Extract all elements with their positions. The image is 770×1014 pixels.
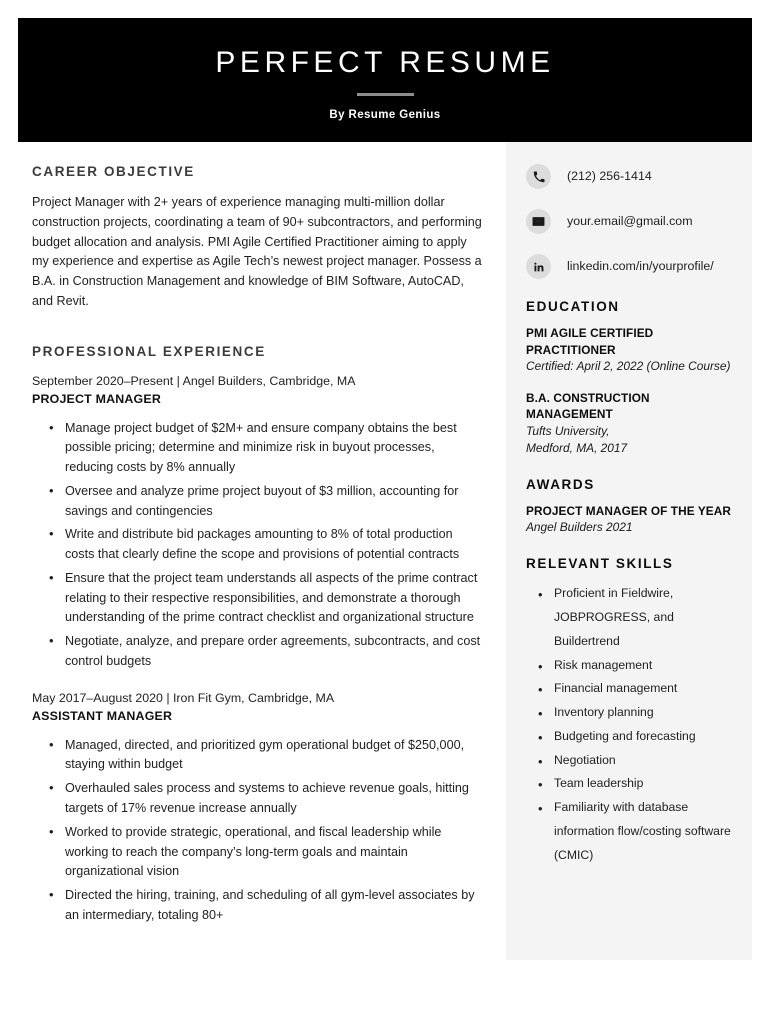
experience-entry — [32, 690, 482, 926]
envelope-icon — [526, 209, 551, 234]
experience-bullet: • Ensure that the project team understands all aspects of the prime contract relating to their respective responsibilities, and demonstrate a thorough understanding of the prime contract checklist and organizational structure — [32, 569, 482, 628]
career-objective-text: Project Manager with 2+ years of experience managing multi-million dollar construction projects, coordinating a team of 90+ subcontractors, and performing budget allocation and analysis. PMI Agile Certified Practitioner aiming to apply my experience and expertise as Agile Tech’s newest project manager. Possess a B.A. in Construction Management and knowledge of BIM Software, AutoCAD, and Revit. — [32, 195, 482, 308]
contact-row-email[interactable] — [526, 209, 736, 234]
experience-bullet: • Oversee and analyze prime project buyout of $3 million, accounting for savings and contingencies — [32, 482, 482, 522]
awards-heading: AWARDS — [526, 476, 595, 492]
experience-bullet: • Write and distribute bid packages amounting to 8% of total production costs that clearly define the scope and provisions of potential contracts — [32, 525, 482, 565]
career-objective-heading: CAREER OBJECTIVE — [32, 164, 195, 179]
experience-bullet-list — [32, 736, 482, 926]
resume-body — [18, 142, 752, 960]
contact-list — [526, 164, 736, 279]
experience-bullet: • Overhauled sales process and systems to achieve revenue goals, hitting targets of 17% revenue increase annually — [32, 779, 482, 819]
phone-icon — [526, 164, 551, 189]
contact-row-phone[interactable] — [526, 164, 736, 189]
linkedin-icon — [526, 254, 551, 279]
header-byline: By Resume Genius — [329, 108, 441, 121]
experience-bullet: • Manage project budget of $2M+ and ensure company obtains the best possible pricing; determine and minimize risk in buyout processes, reducing costs by 8% annually — [32, 419, 482, 478]
experience-entry — [32, 373, 482, 672]
education-title: PMI AGILE CERTIFIED PRACTITIONER — [526, 326, 654, 357]
experience-dates-company: September 2020–Present | Angel Builders, Cambridge, MA — [32, 373, 356, 388]
experience-bullet: • Negotiate, analyze, and prepare order agreements, subcontracts, and cost control budgets — [32, 632, 482, 672]
experience-bullet: • Directed the hiring, training, and scheduling of all gym-level associates by an intermediary, totaling 80+ — [32, 886, 482, 926]
education-title: B.A. CONSTRUCTION MANAGEMENT — [526, 390, 650, 422]
resume-header-band — [18, 18, 752, 142]
skill-item: • Proficient in Fieldwire, JOBPROGRESS, and Buildertrend — [526, 582, 736, 653]
relevant-skills-heading: RELEVANT SKILLS — [526, 556, 674, 572]
education-detail: Certified: April 2, 2022 (Online Course) — [526, 359, 731, 374]
experience-job-title: PROJECT MANAGER — [32, 391, 161, 406]
award-detail: Angel Builders 2021 — [526, 520, 633, 535]
skill-item: • Negotiation — [526, 749, 736, 773]
page-title: PERFECT RESUME — [215, 45, 555, 79]
skill-item: • Budgeting and forecasting — [526, 725, 736, 749]
experience-bullet-list — [32, 419, 482, 672]
main-column — [18, 142, 506, 930]
skills-list — [526, 582, 736, 867]
skill-item: • Team leadership — [526, 772, 736, 796]
phone-value: (212) 256-1414 — [567, 169, 652, 184]
awards-list — [526, 503, 736, 536]
header-divider — [357, 93, 414, 96]
experience-bullet: • Managed, directed, and prioritized gym operational budget of $250,000, staying within budget — [32, 736, 482, 776]
education-list — [526, 325, 736, 457]
education-detail-line2: Medford, MA, 2017 — [526, 440, 628, 455]
experience-dates-company: May 2017–August 2020 | Iron Fit Gym, Cambridge, MA — [32, 690, 335, 705]
education-title-entry — [526, 325, 736, 375]
skill-item: • Familiarity with database information flow/costing software (CMIC) — [526, 796, 736, 867]
experience-job-title: ASSISTANT MANAGER — [32, 708, 173, 723]
skill-item: • Financial management — [526, 677, 736, 701]
professional-experience-heading: PROFESSIONAL EXPERIENCE — [32, 343, 266, 359]
award-title-entry — [526, 503, 736, 536]
education-detail: Tufts University, — [526, 423, 610, 438]
contact-row-linkedin[interactable] — [526, 254, 736, 279]
resume-page — [18, 18, 752, 960]
experience-bullet: • Worked to provide strategic, operational, and fiscal leadership while working to reach the company’s long-term goals and maintain organizational vision — [32, 823, 482, 882]
linkedin-value: linkedin.com/in/yourprofile/ — [567, 259, 714, 274]
skill-item: • Inventory planning — [526, 701, 736, 725]
sidebar-column — [506, 142, 752, 960]
experience-list — [32, 373, 482, 926]
email-value: your.email@gmail.com — [567, 214, 693, 229]
award-title: PROJECT MANAGER OF THE YEAR — [526, 503, 732, 518]
education-title-entry — [526, 390, 736, 457]
skill-item: • Risk management — [526, 654, 736, 678]
education-heading: EDUCATION — [526, 299, 620, 314]
